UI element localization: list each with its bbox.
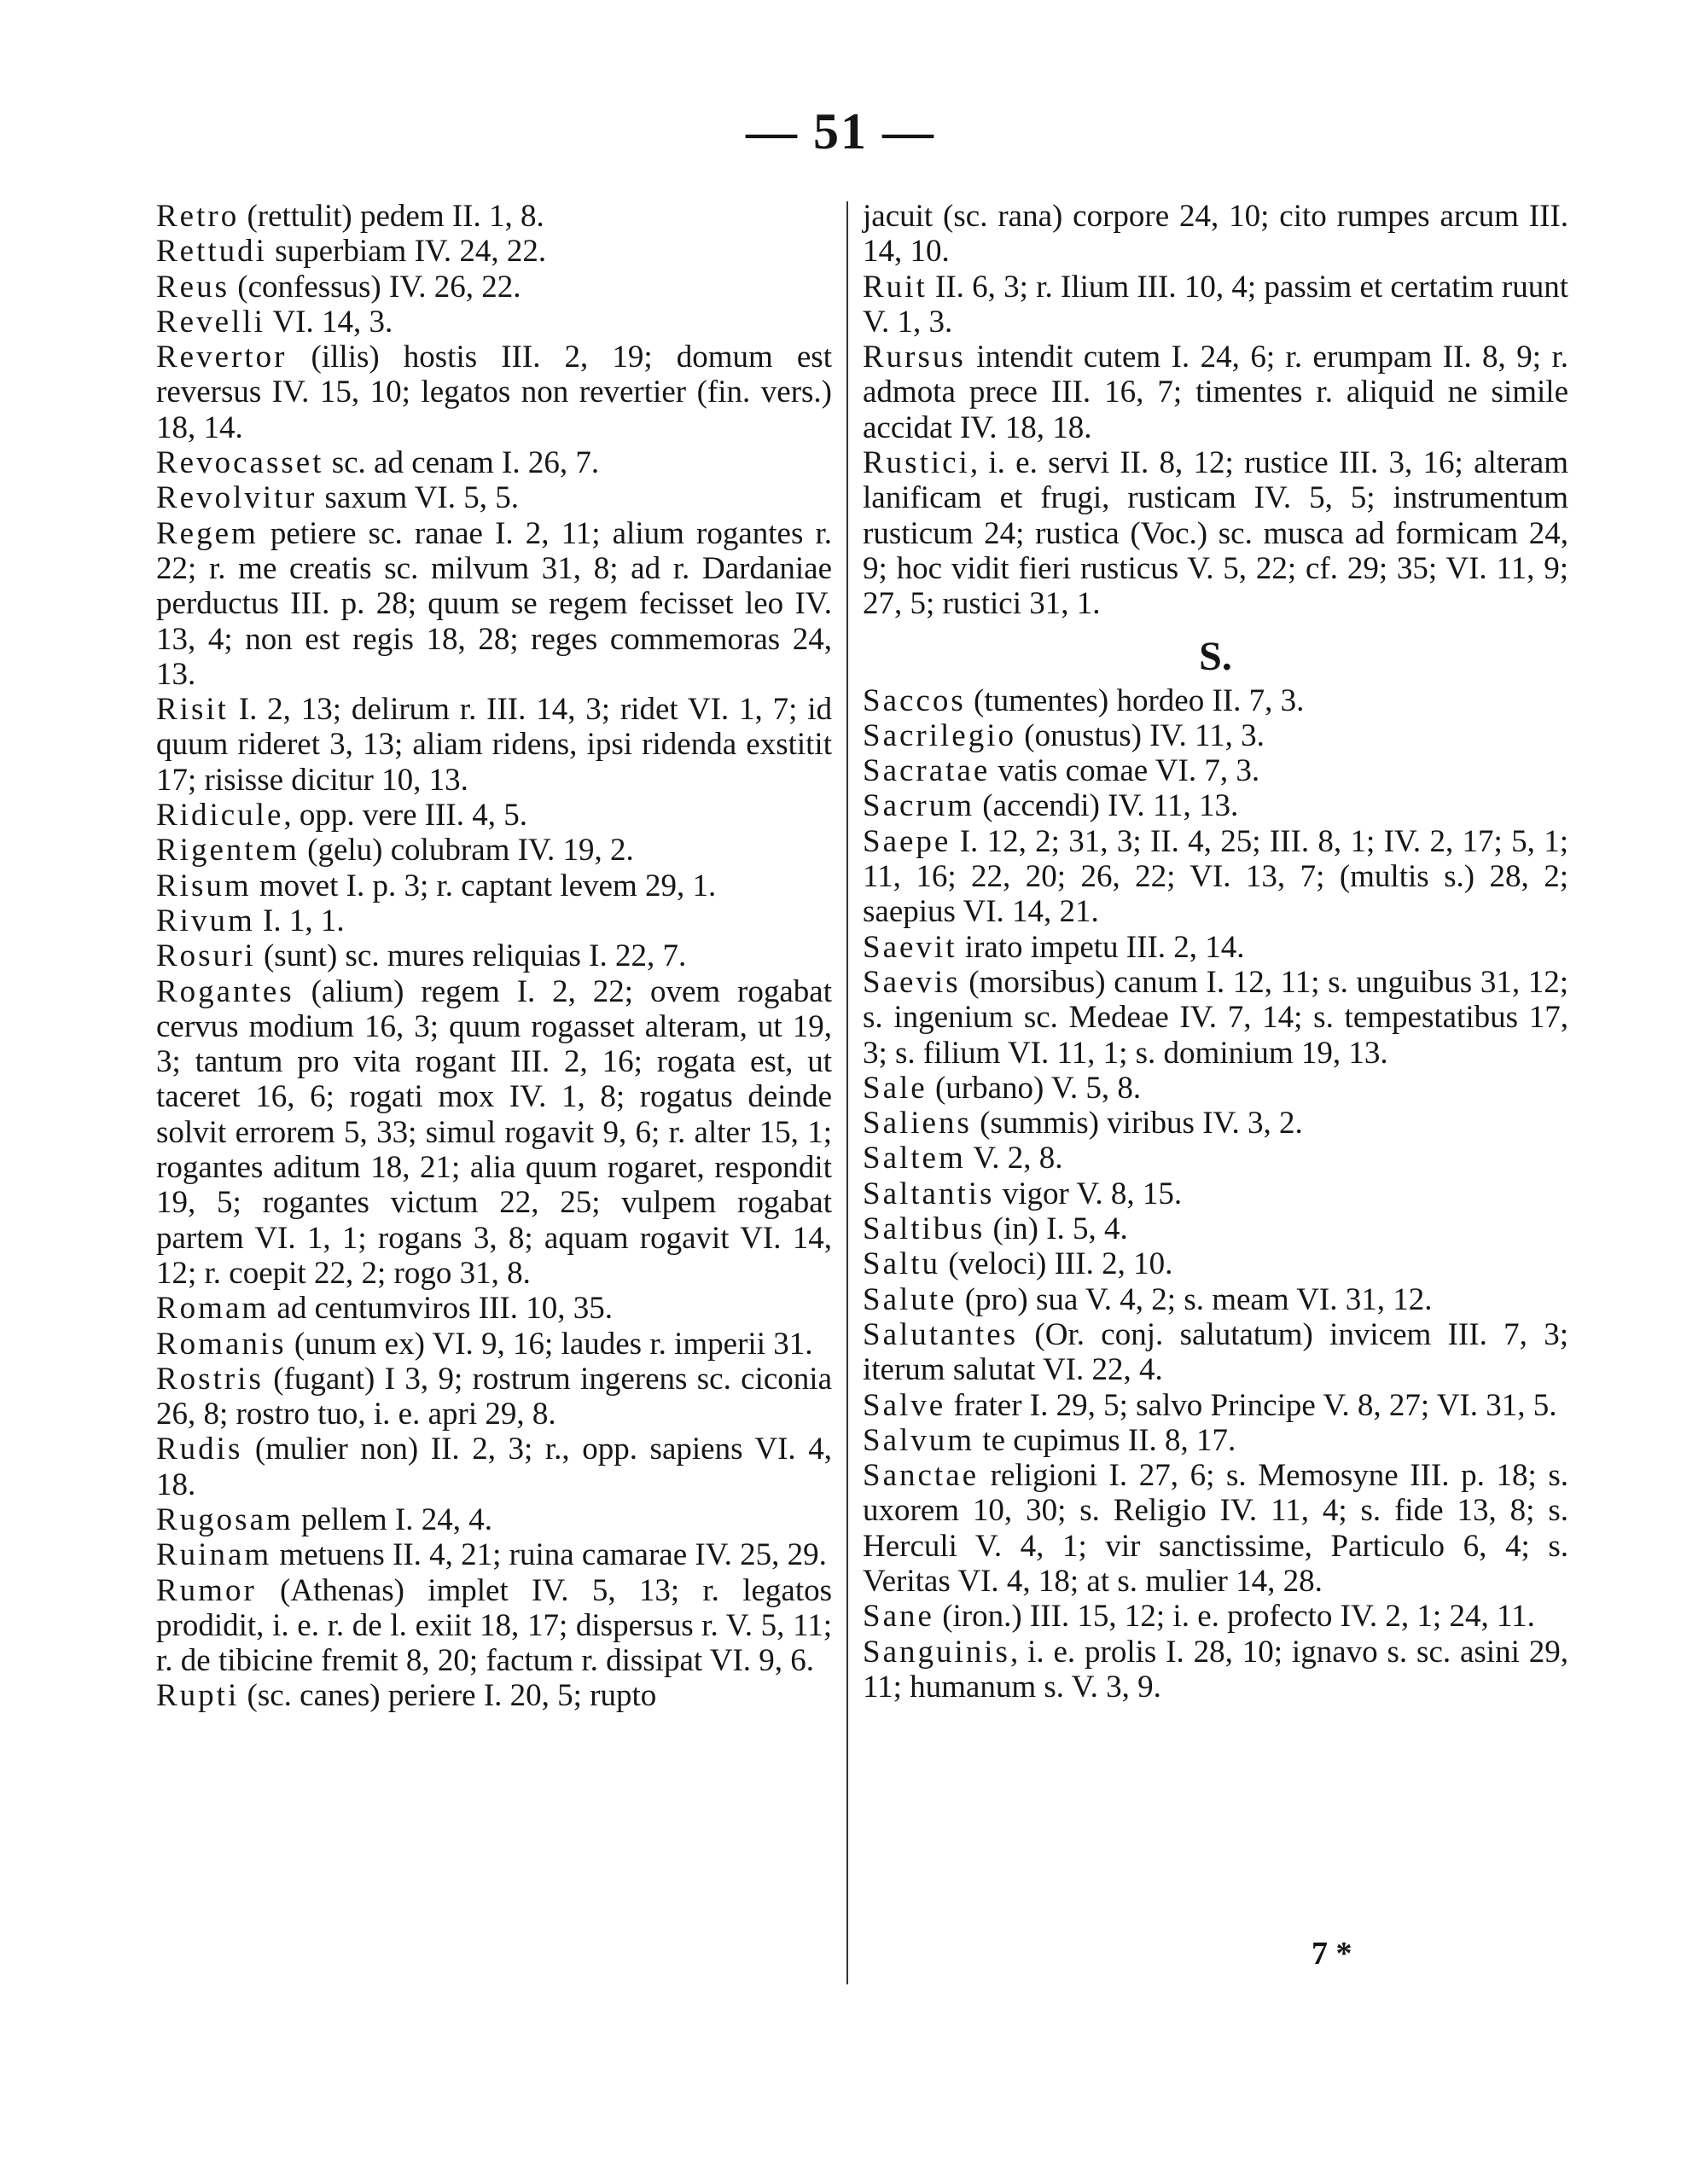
entry-text: religioni I. 27, 6; s. Memosyne III. p. 18; s. uxorem 10, 30; s. Religio IV. 11, 4; s. fide 13, 8; s. Herculi V. 4, 1; vir sanctissime, Particulo 6, 4; s. Veritas VI. 4, 18; at s. mulier 14, 28. bbox=[863, 1458, 1568, 1599]
index-entry bbox=[863, 270, 1568, 340]
index-entry bbox=[156, 903, 832, 938]
index-entry bbox=[156, 516, 832, 692]
entry-text: II. 6, 3; r. Ilium III. 10, 4; passim et certatim ruunt V. 1, 3. bbox=[863, 269, 1568, 340]
entry-text: (Or. conj. salutatum) invicem III. 7, 3; iterum salutat VI. 22, 4. bbox=[863, 1316, 1568, 1388]
entry-text: saxum VI. 5, 5. bbox=[317, 480, 519, 516]
index-entry bbox=[156, 480, 832, 515]
headword: Risit bbox=[156, 692, 229, 728]
headword: Regem bbox=[156, 515, 259, 551]
entry-text: (in) I. 5, 4. bbox=[985, 1211, 1128, 1247]
index-entry bbox=[156, 974, 832, 1292]
entry-text: , i. e. prolis I. 28, 10; ignavo s. sc. asini 29, 11; humanum s. V. 3, 9. bbox=[863, 1634, 1568, 1705]
right-column bbox=[863, 199, 1568, 1705]
headword: Rugosam bbox=[156, 1502, 294, 1537]
index-entry bbox=[863, 1388, 1568, 1423]
headword: Sacratae bbox=[863, 753, 991, 789]
headword: Romam bbox=[156, 1291, 270, 1327]
entry-text: (sunt) sc. mures reliquias I. 22, 7. bbox=[255, 938, 687, 974]
entry-text: superbiam IV. 24, 22. bbox=[266, 234, 547, 270]
index-entry bbox=[863, 1141, 1568, 1176]
entry-text: I. 2, 13; delirum r. III. 14, 3; ridet VI. 1, 7; id quum rideret 3, 13; aliam ridens, ipsi ridenda exstitit 17; risisse dicitur 10, 13. bbox=[156, 692, 832, 798]
entry-text: V. 2, 8. bbox=[965, 1141, 1063, 1176]
section-letter: S. bbox=[1199, 633, 1232, 679]
headword: Rustici bbox=[863, 445, 970, 481]
index-entry bbox=[863, 1246, 1568, 1281]
index-entry bbox=[863, 1106, 1568, 1141]
headword: Saepe bbox=[863, 823, 951, 859]
headword: Saltantis bbox=[863, 1176, 995, 1211]
index-entry bbox=[156, 340, 832, 445]
entry-text: (confessus) IV. 26, 22. bbox=[230, 269, 521, 305]
index-entry bbox=[863, 718, 1568, 753]
index-entry bbox=[863, 1176, 1568, 1211]
headword: Salvum bbox=[863, 1422, 975, 1458]
entry-text: jacuit (sc. rana) corpore 24, 10; cito rumpes arcum III. 14, 10. bbox=[863, 199, 1568, 270]
headword: Saccos bbox=[863, 682, 966, 718]
entry-text: (iron.) III. 15, 12; i. e. profecto IV. 2, 1; 24, 11. bbox=[934, 1599, 1535, 1635]
headword: Salve bbox=[863, 1387, 946, 1423]
headword: Salute bbox=[863, 1281, 957, 1317]
headword: Ruinam bbox=[156, 1537, 272, 1573]
entry-text: (fugant) I 3, 9; rostrum ingerens sc. ciconia 26, 8; rostro tuo, i. e. apri 29, 8. bbox=[156, 1361, 832, 1432]
headword: Revocasset bbox=[156, 445, 324, 481]
headword: Ruit bbox=[863, 269, 928, 305]
entry-text: te cupimus II. 8, 17. bbox=[974, 1422, 1236, 1458]
entry-text: petiere sc. ranae I. 2, 11; alium rogantes r. 22; r. me creatis sc. milvum 31, 8; ad r. Dardaniae perductus III. p. 28; quum se regem fecisset leo IV. 13, 4; non est regis 18, 28; reges commemoras 24, 13. bbox=[156, 515, 832, 692]
entry-text: movet I. p. 3; r. captant levem 29, 1. bbox=[251, 868, 717, 903]
headword: Rosuri bbox=[156, 938, 256, 974]
headword: Rettudi bbox=[156, 234, 267, 270]
entry-text: (tumentes) hordeo II. 7, 3. bbox=[965, 682, 1305, 718]
index-entry bbox=[156, 445, 832, 480]
entry-text: (accendi) IV. 11, 13. bbox=[974, 788, 1239, 824]
index-entry bbox=[863, 824, 1568, 930]
index-entry bbox=[156, 692, 832, 798]
entry-text: intendit cutem I. 24, 6; r. erumpam II. 8, 9; r. admota prece III. 16, 7; timentes r. aliquid ne simile accidat IV. 18, 18. bbox=[863, 340, 1568, 445]
headword: Sanguinis bbox=[863, 1634, 1010, 1670]
entry-text: (rettulit) pedem II. 1, 8. bbox=[239, 199, 544, 234]
index-entry bbox=[156, 1291, 832, 1326]
headword: Rivum bbox=[156, 903, 255, 938]
entry-text: vatis comae VI. 7, 3. bbox=[990, 753, 1260, 789]
index-entry bbox=[156, 1573, 832, 1679]
entry-text: vigor V. 8, 15. bbox=[994, 1176, 1183, 1211]
index-entry bbox=[863, 199, 1568, 270]
entry-text: (veloci) III. 2, 10. bbox=[940, 1246, 1173, 1282]
index-entry bbox=[863, 1071, 1568, 1106]
entry-text: sc. ad cenam I. 26, 7. bbox=[323, 445, 600, 481]
headword: Reus bbox=[156, 269, 230, 305]
entry-text: (mulier non) II. 2, 3; r., opp. sapiens VI. 4, 18. bbox=[156, 1432, 832, 1502]
entry-text: irato impetu III. 2, 14. bbox=[957, 929, 1245, 965]
headword: Sanctae bbox=[863, 1458, 980, 1494]
entry-text: (urbano) V. 5, 8. bbox=[927, 1070, 1142, 1106]
headword: Rostris bbox=[156, 1361, 264, 1397]
entry-text: metuens II. 4, 21; ruina camarae IV. 25, 29. bbox=[271, 1537, 827, 1573]
headword: Rigentem bbox=[156, 833, 300, 868]
headword: Ridicule bbox=[156, 798, 284, 834]
entry-text: (Athenas) implet IV. 5, 13; r. legatos prodidit, i. e. r. de l. exiit 18, 17; dispersus r. V. 5, 11; r. de tibicine fremit 8, 20; factum r. dissipat VI. 9, 6. bbox=[156, 1572, 832, 1679]
index-entry bbox=[156, 199, 832, 234]
index-entry bbox=[156, 270, 832, 305]
headword: Saevit bbox=[863, 929, 957, 965]
page-number: — 51 — bbox=[746, 103, 935, 160]
entry-text: (unum ex) VI. 9, 16; laudes r. imperii 31. bbox=[286, 1326, 813, 1362]
entry-text: (gelu) colubram IV. 19, 2. bbox=[299, 833, 634, 868]
index-entry bbox=[863, 1317, 1568, 1388]
entry-text: (alium) regem I. 2, 22; ovem rogabat cervus modium 16, 3; quum rogasset alteram, ut 19, 3; tantum pro vita rogant III. 2, 16; rogata est, ut taceret 16, 6; rogati mox IV. 1, 8; rogatus deinde solvit errorem 5, 33; simul rogavit 9, 6; r. alter 15, 1; rogantes aditum 18, 21; alia quum rogaret, respondit 19, 5; rogantes victum 22, 25; vulpem rogabat partem VI. 1, 1; rogans 3, 8; aquam rogavit VI. 14, 12; r. coepit 22, 2; rogo 31, 8. bbox=[156, 973, 832, 1291]
entry-text: ad centumviros III. 10, 35. bbox=[269, 1291, 613, 1327]
index-entry bbox=[156, 868, 832, 903]
left-column bbox=[156, 199, 832, 1714]
headword: Rudis bbox=[156, 1432, 243, 1467]
index-entry bbox=[863, 753, 1568, 788]
entry-text: (pro) sua V. 4, 2; s. meam VI. 31, 12. bbox=[957, 1281, 1433, 1317]
headword: Rumor bbox=[156, 1572, 257, 1608]
headword: Saltem bbox=[863, 1141, 966, 1176]
index-entry bbox=[156, 938, 832, 973]
index-entry bbox=[156, 1327, 832, 1362]
headword: Saltibus bbox=[863, 1211, 986, 1247]
headword: Rursus bbox=[863, 340, 966, 375]
headword: Sacrum bbox=[863, 788, 975, 824]
entry-text: (summis) viribus IV. 3, 2. bbox=[971, 1106, 1303, 1141]
entry-text: (morsibus) canum I. 12, 11; s. unguibus 31, 12; s. ingenium sc. Medeae IV. 7, 14; s. tempestatibus 17, 3; s. filium VI. 11, 1; s. dominium 19, 13. bbox=[863, 964, 1568, 1071]
index-entry bbox=[156, 1432, 832, 1502]
column-divider bbox=[846, 201, 848, 1984]
headword: Sacrilegio bbox=[863, 717, 1017, 753]
entry-text: , i. e. servi II. 8, 12; rustice III. 3, 16; alteram lanificam et frugi, rusticam IV. 5, 5; instrumentum rusticum 24; rustica (Voc.) sc. musca ad formicam 24, 9; hoc vidit fieri rusticus V. 5, 22; cf. 29; 35; VI. 11, 9; 27, 5; rustici 31, 1. bbox=[863, 445, 1568, 622]
headword: Salutantes bbox=[863, 1316, 1019, 1352]
entry-text: (onustus) IV. 11, 3. bbox=[1016, 717, 1265, 753]
headword: Sane bbox=[863, 1599, 934, 1635]
index-entry bbox=[863, 683, 1568, 718]
index-entry bbox=[156, 1502, 832, 1537]
index-entry bbox=[863, 1423, 1568, 1458]
index-entry bbox=[863, 1599, 1568, 1634]
entry-text: I. 1, 1. bbox=[254, 903, 345, 938]
index-entry bbox=[863, 445, 1568, 621]
signature-mark: 7 * bbox=[1312, 1936, 1352, 1972]
entry-text: (sc. canes) periere I. 20, 5; rupto bbox=[239, 1678, 657, 1714]
entry-text: frater I. 29, 5; salvo Principe V. 8, 27; VI. 31, 5. bbox=[945, 1387, 1557, 1423]
index-entry bbox=[863, 1635, 1568, 1705]
headword: Rupti bbox=[156, 1678, 240, 1714]
index-entry bbox=[863, 930, 1568, 965]
headword: Rogantes bbox=[156, 973, 294, 1009]
headword: Revelli bbox=[156, 304, 265, 340]
index-entry bbox=[156, 833, 832, 868]
index-entry bbox=[863, 965, 1568, 1071]
headword: Sale bbox=[863, 1070, 928, 1106]
entry-text: VI. 14, 3. bbox=[265, 304, 393, 340]
headword: Saevis bbox=[863, 964, 961, 1000]
index-entry bbox=[863, 340, 1568, 445]
headword: Revolvitur bbox=[156, 480, 317, 516]
index-entry bbox=[863, 788, 1568, 823]
entry-text: pellem I. 24, 4. bbox=[293, 1502, 493, 1537]
headword: Retro bbox=[156, 199, 240, 234]
index-entry bbox=[156, 234, 832, 269]
headword: Saliens bbox=[863, 1106, 972, 1141]
entry-text: , opp. vere III. 4, 5. bbox=[283, 798, 528, 834]
index-entry bbox=[156, 305, 832, 340]
index-entry bbox=[156, 1537, 832, 1572]
headword: Risum bbox=[156, 868, 252, 903]
headword: Revertor bbox=[156, 340, 288, 375]
index-entry bbox=[156, 1678, 832, 1713]
index-entry bbox=[863, 1282, 1568, 1317]
index-entry bbox=[863, 1458, 1568, 1599]
index-entry bbox=[156, 1362, 832, 1432]
headword: Romanis bbox=[156, 1326, 287, 1362]
index-entry bbox=[863, 1211, 1568, 1246]
entry-text: (illis) hostis III. 2, 19; domum est reversus IV. 15, 10; legatos non revertier (fin. vers.) 18, 14. bbox=[156, 340, 832, 445]
index-entry bbox=[156, 798, 832, 833]
entry-text: I. 12, 2; 31, 3; II. 4, 25; III. 8, 1; IV. 2, 17; 5, 1; 11, 16; 22, 20; 26, 22; VI. 13, 7; (multis s.) 28, 2; saepius VI. 14, 21. bbox=[863, 823, 1568, 930]
headword: Saltu bbox=[863, 1246, 941, 1282]
